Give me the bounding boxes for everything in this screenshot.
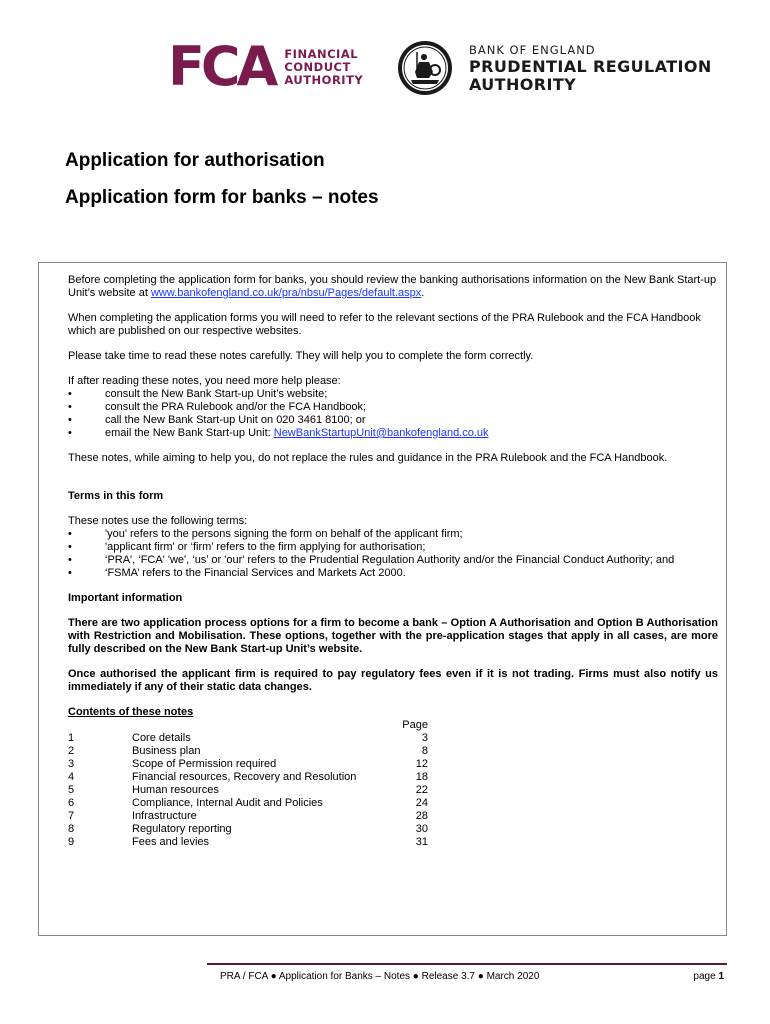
table-row[interactable] <box>68 836 428 849</box>
contents-page: 8 <box>421 745 428 757</box>
contents-title: Business plan <box>132 745 201 757</box>
contents-number: 1 <box>68 732 75 744</box>
table-row[interactable] <box>68 758 428 771</box>
contents-title: Core details <box>132 732 191 744</box>
table-row[interactable] <box>68 810 428 823</box>
page-title: Application for authorisation <box>65 150 325 171</box>
contents-heading: Contents of these notes <box>68 706 194 718</box>
table-row[interactable] <box>68 732 428 745</box>
fca-logo <box>168 35 364 98</box>
fca-logo-mark: FCA <box>168 35 275 98</box>
contents-page: 30 <box>415 823 428 835</box>
page-number <box>693 971 724 982</box>
contents-table <box>68 719 428 849</box>
contents-page-header: Page <box>402 719 428 731</box>
intro-text-end: . <box>421 287 425 299</box>
important-paragraph-fees: Once authorised the applicant firm is required to pay regulatory fees even if it is not trading. Firms must also notify us immediately if any of their static data changes. <box>68 668 718 693</box>
footer-text: PRA / FCA ● Application for Banks – Notes ● Release 3.7 ● March 2020 <box>220 971 540 982</box>
table-row[interactable] <box>68 784 428 797</box>
table-row[interactable] <box>68 797 428 810</box>
contents-number: 9 <box>68 836 75 848</box>
help-list <box>68 388 718 440</box>
read-notes-paragraph: Please take time to read these notes carefully. They will help you to complete the form correctly. <box>68 350 534 362</box>
page-prefix: page <box>693 971 719 982</box>
list-item: • consult the New Bank Start-up Unit’s website; <box>68 388 718 401</box>
fca-logo-words <box>284 48 363 87</box>
disclaimer-paragraph: These notes, while aiming to help you, do not replace the rules and guidance in the PRA Rulebook and the FCA Handbook. <box>68 452 668 464</box>
footer-rule <box>207 963 727 965</box>
contents-page: 12 <box>415 758 428 770</box>
page-number-value: 1 <box>718 971 724 982</box>
contents-page: 3 <box>421 732 428 744</box>
fca-logo-line: FINANCIAL <box>284 46 359 61</box>
list-item: • 'applicant firm' or ‘firm’ refers to the firm applying for authorisation; <box>68 541 718 554</box>
contents-number: 6 <box>68 797 75 809</box>
contents-title: Human resources <box>132 784 219 796</box>
pra-logo-line1: BANK OF ENGLAND <box>469 42 596 57</box>
contents-number: 8 <box>68 823 75 835</box>
contents-title: Compliance, Internal Audit and Policies <box>132 797 323 809</box>
pra-logo-line3: AUTHORITY <box>469 74 577 94</box>
list-item: • consult the PRA Rulebook and/or the FCA Handbook; <box>68 401 718 414</box>
contents-page: 28 <box>415 810 428 822</box>
page-subtitle: Application form for banks – notes <box>65 187 379 208</box>
contents-number: 7 <box>68 810 75 822</box>
contents-number: 2 <box>68 745 75 757</box>
list-item: • 'you' refers to the persons signing the form on behalf of the applicant firm; <box>68 528 718 541</box>
pra-logo-words <box>469 43 712 94</box>
contents-title: Infrastructure <box>132 810 197 822</box>
notes-content <box>68 274 718 849</box>
contents-number: 5 <box>68 784 75 796</box>
table-row[interactable] <box>68 771 428 784</box>
contents-title: Regulatory reporting <box>132 823 232 835</box>
email-label: email the New Bank Start-up Unit: <box>105 427 274 439</box>
pra-logo <box>397 40 712 96</box>
fca-logo-line: AUTHORITY <box>284 72 364 87</box>
contents-number: 4 <box>68 771 75 783</box>
table-row[interactable] <box>68 745 428 758</box>
list-item: • ‘FSMA’ refers to the Financial Services and Markets Act 2000. <box>68 567 718 580</box>
contents-title: Fees and levies <box>132 836 210 848</box>
list-item <box>68 427 718 440</box>
rulebook-paragraph: When completing the application forms you will need to refer to the relevant sections of the PRA Rulebook and the FCA Handbook which are published on our respective websites. <box>68 312 701 337</box>
intro-paragraph <box>68 274 718 300</box>
contents-title: Scope of Permission required <box>132 758 277 770</box>
contents-number: 3 <box>68 758 75 770</box>
table-row[interactable] <box>68 823 428 836</box>
terms-list <box>68 528 718 580</box>
contents-page: 22 <box>415 784 428 796</box>
contents-page: 18 <box>415 771 428 783</box>
contents-page: 31 <box>415 836 428 848</box>
contents-title: Financial resources, Recovery and Resolution <box>132 771 357 783</box>
terms-intro: These notes use the following terms: <box>68 515 248 527</box>
pra-logo-line2: PRUDENTIAL REGULATION <box>469 56 712 76</box>
list-item: • call the New Bank Start-up Unit on 020 3461 8100; or <box>68 414 718 427</box>
list-item: • ‘PRA', ‘FCA' 'we', ‘us’ or 'our' refers to the Prudential Regulation Authority and/or the Financial Conduct Authority; and <box>68 554 718 567</box>
terms-heading: Terms in this form <box>68 490 164 502</box>
email-link[interactable]: NewBankStartupUnit@bankofengland.co.uk <box>273 427 489 439</box>
fca-logo-line: CONDUCT <box>284 59 351 74</box>
important-paragraph-options: There are two application process options for a firm to become a bank – Option A Authorisation and Option B Authorisation with Restriction and Mobilisation. These options, together with the pre-application stages that apply in all cases, are more fully described on the New Bank Start-up Unit’s website. <box>68 617 718 655</box>
intro-text: Before completing the application form for banks, you should review the banking authorisations information on the New Bank Start-up Unit’s website at <box>68 274 717 299</box>
help-intro: If after reading these notes, you need more help please: <box>68 375 341 387</box>
britannia-seal-icon <box>397 40 453 96</box>
contents-page: 24 <box>415 797 428 809</box>
important-heading: Important information <box>68 592 183 604</box>
nbsu-website-link[interactable]: www.bankofengland.co.uk/pra/nbsu/Pages/default.aspx <box>150 287 422 299</box>
